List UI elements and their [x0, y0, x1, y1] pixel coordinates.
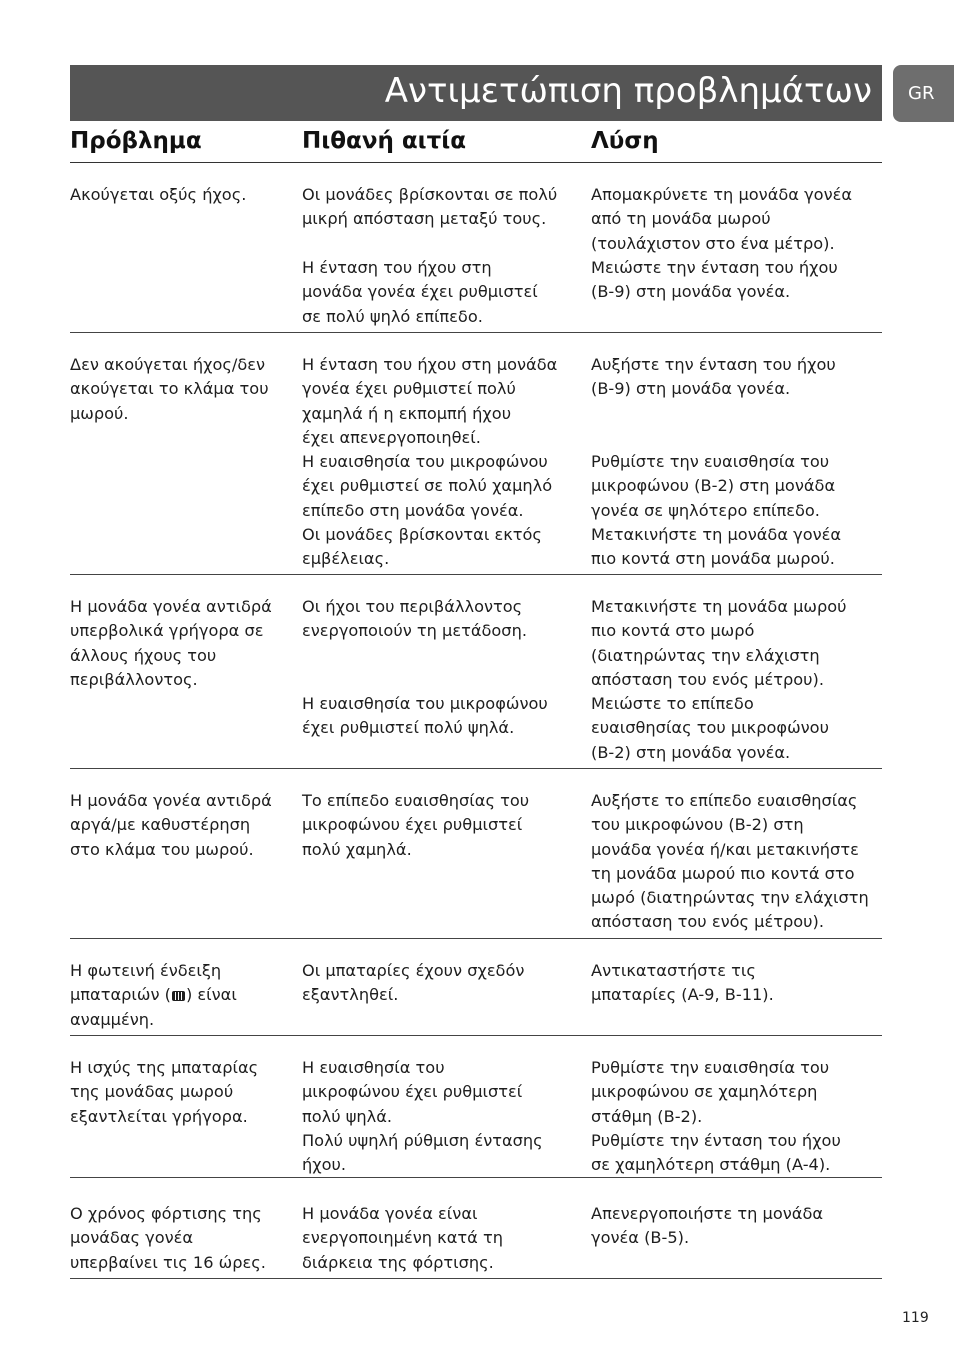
row-6-problem: Η ισχύς της μπαταρίας της μονάδας μωρού εξαντλείται γρήγορα. [70, 1058, 259, 1126]
row-6-solution-1: Ρυθμίστε την ευαισθησία του μικροφώνου σε χαμηλότερη στάθμη (B-2). [591, 1058, 830, 1126]
row-5-problem-line-2b: ) είναι [185, 985, 237, 1005]
row-divider [70, 332, 882, 333]
row-5-problem-line-2a: μπαταριών ( [70, 985, 171, 1005]
row-3-solution-1: Μετακινήστε τη μονάδα μωρού πιο κοντά στο μωρό (διατηρώντας την ελάχιστη απόσταση του ενός μέτρου). [591, 597, 847, 689]
row-4-cause-1: Το επίπεδο ευαισθησίας του μικροφώνου έχει ρυθμιστεί πολύ χαμηλά. [302, 791, 530, 859]
row-7-cause-1: Η μονάδα γονέα είναι ενεργοποιημένη κατά τη διάρκεια της φόρτισης. [302, 1204, 503, 1272]
row-1-cause-2: Η ένταση του ήχου στη μονάδα γονέα έχει ρυθμιστεί σε πολύ ψηλό επίπεδο. [302, 258, 538, 326]
row-divider [70, 1035, 882, 1036]
row-1-cause-1: Οι μονάδες βρίσκονται σε πολύ μικρή απόσταση μεταξύ τους. [302, 185, 558, 229]
row-divider [70, 768, 882, 769]
row-6-solution-2: Ρυθμίστε την ένταση του ήχου σε χαμηλότερη στάθμη (A-4). [591, 1131, 841, 1175]
table-header [0, 128, 954, 160]
page-title: Αντιμετώπιση προβλημάτων [384, 71, 872, 111]
row-5-problem-line-1: Η φωτεινή ένδειξη [70, 961, 222, 980]
row-divider [70, 574, 882, 575]
row-7-problem: Ο χρόνος φόρτισης της μονάδας γονέα υπερβαίνει τις 16 ώρες. [70, 1204, 266, 1272]
row-7-solution-1: Απενεργοποιήστε τη μονάδα γονέα (B-5). [591, 1204, 824, 1248]
row-4-solution-1: Αυξήστε το επίπεδο ευαισθησίας του μικροφώνου (B-2) στη μονάδα γονέα ή/και μετακινήστε τη μονάδα μωρού πιο κοντά στο μωρό (διατηρώντας την ελάχιστη απόσταση του ενός μέτρου). [591, 791, 869, 932]
language-tab: GR [893, 65, 954, 122]
row-5-problem-line-3: αναμμένη. [70, 1009, 155, 1029]
row-2-problem: Δεν ακούγεται ήχος/δεν ακούγεται το κλάμα του μωρού. [70, 355, 269, 423]
row-6-cause-2: Πολύ υψηλή ρύθμιση έντασης ήχου. [302, 1131, 543, 1175]
row-1-solution-1: Απομακρύνετε τη μονάδα γονέα από τη μονάδα μωρού (τουλάχιστον στο ένα μέτρο). [591, 185, 853, 253]
row-1-solution-2: Μειώστε την ένταση του ήχου (B-9) στη μονάδα γονέα. [591, 258, 838, 302]
column-header-cause: Πιθανή αιτία [302, 128, 467, 154]
row-divider [70, 938, 882, 939]
row-4-problem: Η μονάδα γονέα αντιδρά αργά/με καθυστέρηση στο κλάμα του μωρού. [70, 791, 272, 859]
header-divider [70, 162, 882, 163]
row-3-cause-2: Η ευαισθησία του μικροφώνου έχει ρυθμιστεί πολύ ψηλά. [302, 694, 548, 738]
row-6-cause-1: Η ευαισθησία του μικροφώνου έχει ρυθμιστεί πολύ ψηλά. [302, 1058, 523, 1126]
row-divider [70, 1177, 882, 1178]
row-2-cause-1: Η ένταση του ήχου στη μονάδα γονέα έχει ρυθμιστεί πολύ χαμηλά ή η εκπομπή ήχου έχει απενεργοποιηθεί. [302, 355, 558, 447]
row-2-solution-3: Μετακινήστε τη μονάδα γονέα πιο κοντά στη μονάδα μωρού. [591, 525, 842, 569]
row-2-solution-2: Ρυθμίστε την ευαισθησία του μικροφώνου (B-2) στη μονάδα γονέα σε ψηλότερο επίπεδο. [591, 452, 836, 520]
row-3-cause-1: Οι ήχοι του περιβάλλοντος ενεργοποιούν τη μετάδοση. [302, 597, 527, 641]
column-header-solution: Λύση [591, 128, 659, 154]
row-5-cause-1: Οι μπαταρίες έχουν σχεδόν εξαντληθεί. [302, 961, 525, 1005]
row-3-problem: Η μονάδα γονέα αντιδρά υπερβολικά γρήγορα σε άλλους ήχους του περιβάλλοντος. [70, 597, 272, 689]
page-title-bar [70, 65, 882, 121]
row-1-problem: Ακούγεται οξύς ήχος. [70, 185, 247, 204]
row-divider [70, 1278, 882, 1279]
row-2-solution-1: Αυξήστε την ένταση του ήχου (B-9) στη μονάδα γονέα. [591, 355, 836, 399]
row-2-cause-2: Η ευαισθησία του μικροφώνου έχει ρυθμιστεί σε πολύ χαμηλό επίπεδο στη μονάδα γονέα. [302, 452, 553, 520]
row-3-solution-2: Μειώστε το επίπεδο ευαισθησίας του μικροφώνου (B-2) στη μονάδα γονέα. [591, 694, 829, 762]
row-5-problem [70, 959, 295, 1032]
column-header-problem: Πρόβλημα [70, 128, 202, 154]
row-5-solution-1: Αντικαταστήστε τις μπαταρίες (A-9, B-11). [591, 961, 774, 1005]
page-number: 119 [902, 1310, 929, 1326]
row-2-cause-3: Οι μονάδες βρίσκονται εκτός εμβέλειας. [302, 525, 542, 569]
battery-icon [172, 991, 185, 1001]
